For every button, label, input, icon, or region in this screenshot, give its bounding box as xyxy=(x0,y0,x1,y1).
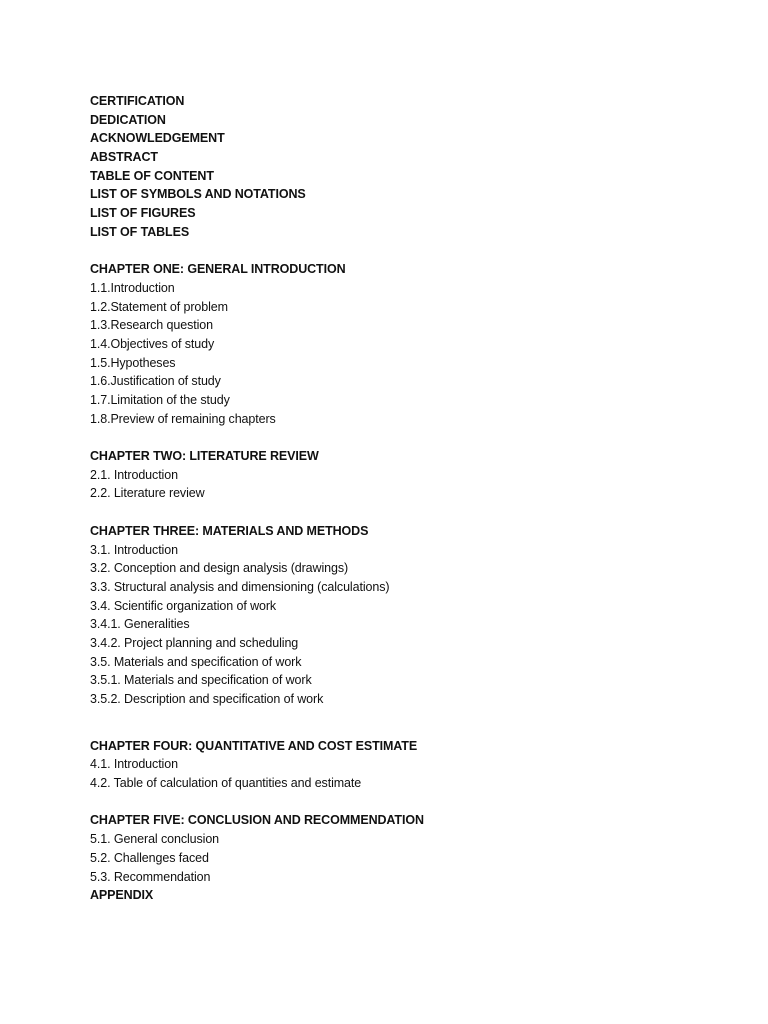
front-matter-item: CERTIFICATION xyxy=(90,94,185,108)
toc-entry: 4.1. Introduction xyxy=(90,757,178,772)
toc-entry: 3.5.2. Description and specification of work xyxy=(90,692,324,706)
toc-entry: 3.5.1. Materials and specification of work xyxy=(90,673,312,688)
toc-entry: 1.3.Research question xyxy=(90,318,213,333)
toc-entry: 3.2. Conception and design analysis (drawings) xyxy=(90,561,349,576)
front-matter-item: ABSTRACT xyxy=(90,150,158,165)
chapter-four-section xyxy=(90,737,730,793)
chapter-heading: CHAPTER ONE: GENERAL INTRODUCTION xyxy=(90,262,346,277)
spacer xyxy=(90,242,730,261)
front-matter-item: ACKNOWLEDGEMENT xyxy=(90,131,225,146)
toc-entry: 5.2. Challenges faced xyxy=(90,850,209,865)
front-matter-item: DEDICATION xyxy=(90,112,166,127)
spacer xyxy=(90,503,730,522)
front-matter-item: LIST OF FIGURES xyxy=(90,206,196,221)
chapter-heading: CHAPTER FOUR: QUANTITATIVE AND COST ESTIMATE xyxy=(90,738,418,753)
toc-entry: 1.4.Objectives of study xyxy=(90,336,215,351)
front-matter-item: LIST OF SYMBOLS AND NOTATIONS xyxy=(90,187,306,202)
toc-entry: 2.1. Introduction xyxy=(90,467,178,482)
toc-entry: 3.4. Scientific organization of work xyxy=(90,598,277,613)
toc-entry: 2.2. Literature review xyxy=(90,486,205,501)
toc-entry: 1.5.Hypotheses xyxy=(90,355,176,370)
toc-entry: 1.2.Statement of problem xyxy=(90,299,228,314)
table-of-contents xyxy=(90,92,730,905)
spacer xyxy=(90,709,730,737)
spacer xyxy=(90,793,730,812)
toc-entry: 1.6.Justification of study xyxy=(90,374,221,389)
toc-entry: 4.2. Table of calculation of quantities and estimate xyxy=(90,776,362,791)
appendix-heading: APPENDIX xyxy=(90,888,154,903)
toc-entry: 3.5. Materials and specification of work xyxy=(90,654,302,669)
front-matter-list xyxy=(90,92,730,242)
chapter-two-section xyxy=(90,447,730,503)
toc-entry: 3.3. Structural analysis and dimensioning (calculations) xyxy=(90,579,390,594)
toc-entry: 1.7.Limitation of the study xyxy=(90,393,230,407)
front-matter-item: LIST OF TABLES xyxy=(90,224,190,239)
chapter-five-section xyxy=(90,811,730,904)
toc-entry: 3.4.1. Generalities xyxy=(90,617,190,632)
toc-entry: 3.1. Introduction xyxy=(90,542,178,557)
front-matter-item: TABLE OF CONTENT xyxy=(90,168,214,183)
chapter-three-section xyxy=(90,522,730,709)
toc-entry: 5.3. Recommendation xyxy=(90,869,211,884)
chapter-one-section xyxy=(90,260,730,428)
chapter-heading: CHAPTER FIVE: CONCLUSION AND RECOMMENDATION xyxy=(90,813,424,828)
chapter-heading: CHAPTER TWO: LITERATURE REVIEW xyxy=(90,449,319,464)
chapter-heading: CHAPTER THREE: MATERIALS AND METHODS xyxy=(90,523,369,538)
toc-entry: 3.4.2. Project planning and scheduling xyxy=(90,635,299,650)
toc-entry: 1.8.Preview of remaining chapters xyxy=(90,411,276,426)
toc-entry: 1.1.Introduction xyxy=(90,280,175,295)
toc-entry: 5.1. General conclusion xyxy=(90,832,220,847)
spacer xyxy=(90,428,730,447)
